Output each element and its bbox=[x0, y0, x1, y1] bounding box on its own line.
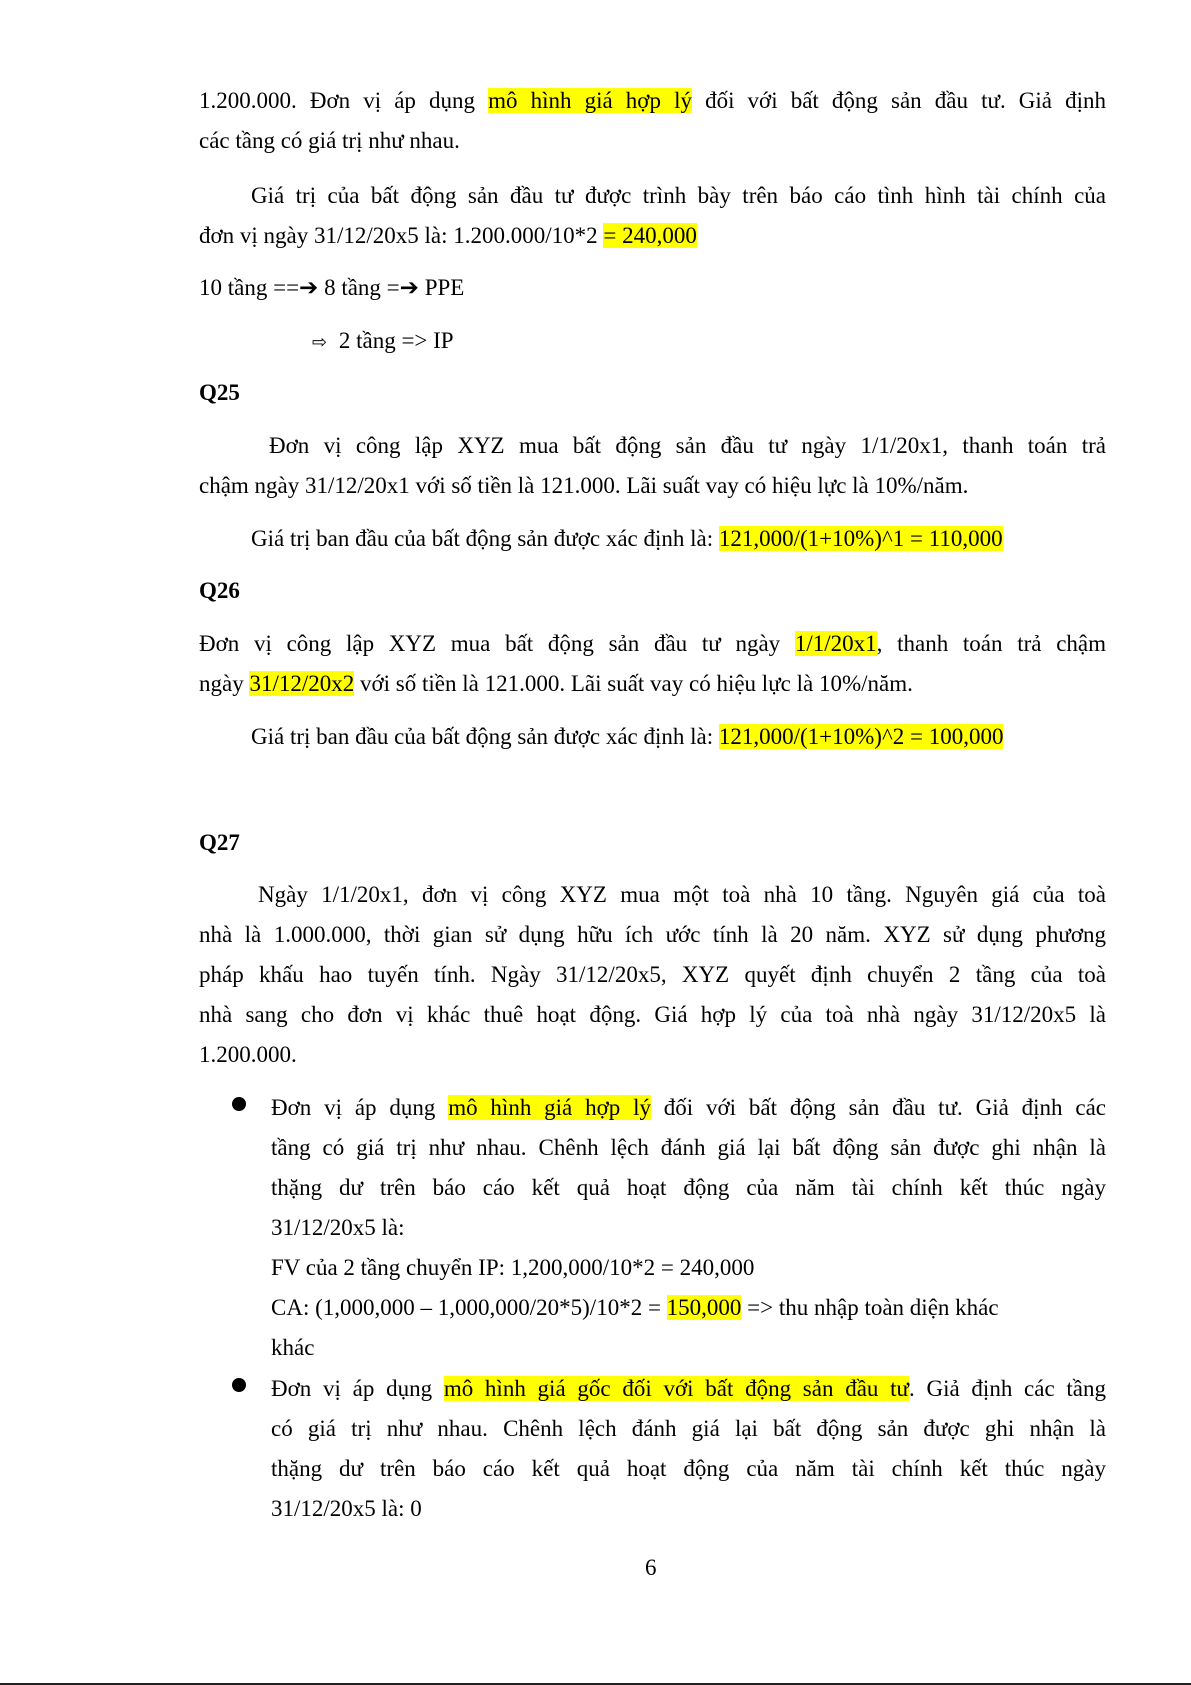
hollow-arrow-icon: ⇨ bbox=[312, 332, 328, 353]
bullet-line: thặng dư trên báo cáo kết quả hoạt động của năm tài chính kết thúc ngày bbox=[271, 1175, 1106, 1200]
bullet-line: CA: (1,000,000 – 1,000,000/20*5)/10*2 = 150,000 => thu nhập toàn diện khác bbox=[271, 1295, 999, 1320]
paragraph-line: đơn vị ngày 31/12/20x5 là: 1.200.000/10*2 = 240,000 bbox=[199, 223, 697, 248]
flow-line: 10 tầng ==➔ 8 tầng =➔ PPE bbox=[199, 275, 465, 301]
question-heading: Q27 bbox=[199, 830, 240, 855]
highlight: 150,000 bbox=[666, 1295, 742, 1320]
paragraph-line: chậm ngày 31/12/20x1 với số tiền là 121.000. Lãi suất vay có hiệu lực là 10%/năm. bbox=[199, 473, 969, 498]
paragraph-line: pháp khấu hao tuyến tính. Ngày 31/12/20x5, XYZ quyết định chuyển 2 tầng của toà bbox=[199, 962, 1106, 987]
bullet-line: Đơn vị áp dụng mô hình giá gốc đối với bất động sản đầu tư. Giả định các tầng bbox=[271, 1376, 1107, 1401]
bullet-line: 31/12/20x5 là: bbox=[271, 1215, 405, 1240]
highlight: mô hình giá hợp lý bbox=[448, 1095, 651, 1120]
paragraph-line: Giá trị ban đầu của bất động sản được xác định là: 121,000/(1+10%)^1 = 110,000 bbox=[251, 526, 1003, 551]
bullet-line: 31/12/20x5 là: 0 bbox=[271, 1496, 422, 1521]
paragraph-line: Giá trị ban đầu của bất động sản được xác định là: 121,000/(1+10%)^2 = 100,000 bbox=[251, 724, 1004, 749]
question-heading: Q25 bbox=[199, 380, 240, 405]
highlight: 121,000/(1+10%)^2 = 100,000 bbox=[718, 724, 1004, 749]
right-arrow-icon: ➔ bbox=[299, 275, 319, 301]
page-number: 6 bbox=[645, 1555, 657, 1580]
paragraph-line: Đơn vị công lập XYZ mua bất động sản đầu tư ngày 1/1/20x1, thanh toán trả chậm bbox=[199, 631, 1107, 656]
paragraph-line: 1.200.000. Đơn vị áp dụng mô hình giá hợp lý đối với bất động sản đầu tư. Giả định bbox=[199, 88, 1106, 113]
paragraph-line: nhà sang cho đơn vị khác thuê hoạt động. Giá hợp lý của toà nhà ngày 31/12/20x5 là bbox=[199, 1002, 1106, 1027]
highlight: 31/12/20x2 bbox=[249, 671, 355, 696]
bullet-icon bbox=[232, 1378, 246, 1392]
bullet-line: Đơn vị áp dụng mô hình giá hợp lý đối với bất động sản đầu tư. Giả định các bbox=[271, 1095, 1107, 1120]
highlight: 1/1/20x1 bbox=[794, 631, 877, 656]
paragraph-line: các tầng có giá trị như nhau. bbox=[199, 128, 460, 153]
highlight: mô hình giá hợp lý bbox=[488, 88, 692, 113]
bullet-line: có giá trị như nhau. Chênh lệch đánh giá lại bất động sản được ghi nhận là bbox=[271, 1416, 1106, 1441]
bullet-line: FV của 2 tầng chuyển IP: 1,200,000/10*2 = 240,000 bbox=[271, 1255, 755, 1280]
paragraph-line: Ngày 1/1/20x1, đơn vị công XYZ mua một toà nhà 10 tầng. Nguyên giá của toà bbox=[258, 882, 1106, 907]
highlight: 121,000/(1+10%)^1 = 110,000 bbox=[718, 526, 1003, 551]
bullet-line: tầng có giá trị như nhau. Chênh lệch đánh giá lại bất động sản được ghi nhận là bbox=[271, 1135, 1106, 1160]
bullet-icon bbox=[232, 1097, 246, 1111]
highlight: = 240,000 bbox=[603, 223, 697, 248]
bullet-line: khác bbox=[271, 1335, 315, 1360]
paragraph-line: Giá trị của bất động sản đầu tư được trình bày trên báo cáo tình hình tài chính của bbox=[251, 183, 1106, 208]
highlight: mô hình giá gốc đối với bất động sản đầu tư bbox=[443, 1376, 909, 1401]
paragraph-line: Đơn vị công lập XYZ mua bất động sản đầu tư ngày 1/1/20x1, thanh toán trả bbox=[269, 433, 1106, 458]
right-arrow-icon: ➔ bbox=[399, 275, 419, 301]
paragraph-line: ngày 31/12/20x2 với số tiền là 121.000. Lãi suất vay có hiệu lực là 10%/năm. bbox=[199, 671, 913, 696]
paragraph-line: 1.200.000. bbox=[199, 1042, 297, 1067]
paragraph-line: nhà là 1.000.000, thời gian sử dụng hữu ích ước tính là 20 năm. XYZ sử dụng phương bbox=[199, 922, 1106, 947]
flow-line: ⇨ 2 tầng => IP bbox=[312, 328, 454, 353]
question-heading: Q26 bbox=[199, 578, 240, 603]
bullet-line: thặng dư trên báo cáo kết quả hoạt động của năm tài chính kết thúc ngày bbox=[271, 1456, 1106, 1481]
